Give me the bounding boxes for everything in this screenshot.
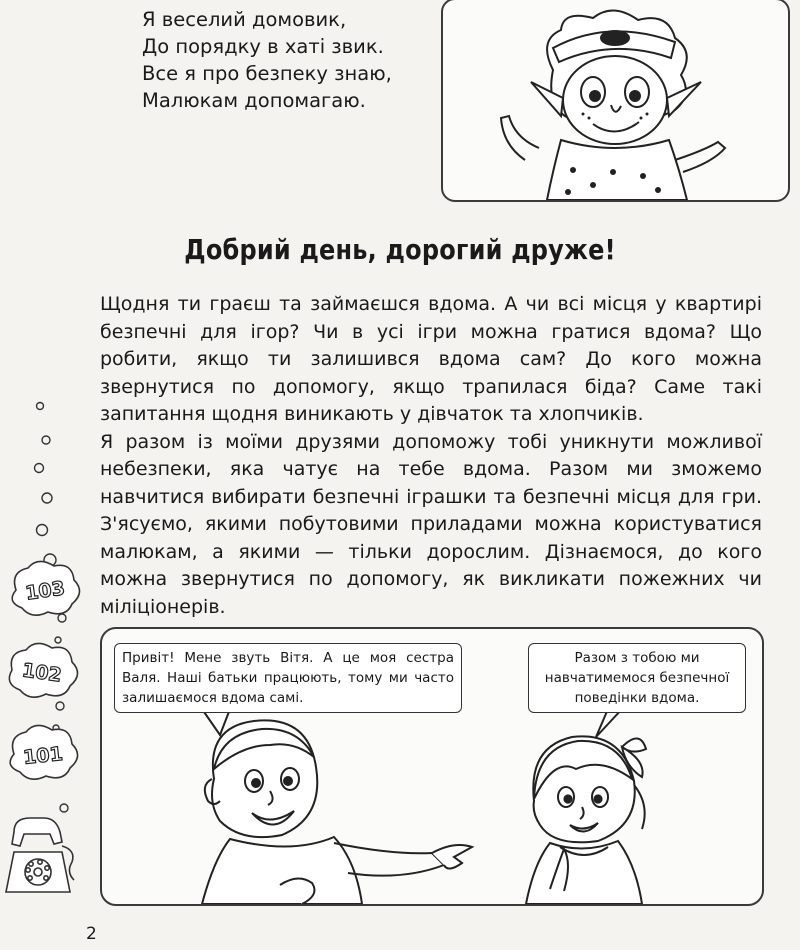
valya-body bbox=[526, 841, 642, 904]
intro-text bbox=[100, 291, 762, 621]
children-scene bbox=[100, 627, 764, 906]
page-number: 2 bbox=[86, 924, 97, 944]
poem bbox=[142, 6, 392, 114]
vitya-speech-bubble: Привіт! Мене звуть Вітя. А це моя сестра Валя. Наші батьки працюють, тому ми часто залишаємося вдома самі. bbox=[114, 643, 462, 713]
emergency-number-101: 101 bbox=[22, 742, 64, 770]
poem-line: Малюкам допомагаю. bbox=[142, 89, 366, 112]
emergency-decoration bbox=[0, 0, 100, 950]
page-heading: Добрий день, дорогий друже! bbox=[184, 233, 616, 267]
emergency-number-102: 102 bbox=[20, 659, 64, 687]
intro-paragraph: Я разом із моїми друзями допоможу тобі уникнути можливої небезпеки, яка чатує на тебе вдома. Разом ми зможемо навчитися вибирати безпечні іграшки та безпечні місця для гри. З'ясуємо, якими побутовими приладами можна користуватися малюкам, а якими — тільки дорослим. Дізнаємося, до кого можна звернутися по допомогу, як викликати пожежних чи міліціонерів. bbox=[100, 430, 762, 618]
domovyk-character-illustration bbox=[443, 0, 788, 200]
telephone-icon bbox=[6, 818, 74, 892]
poem-line: Все я про безпеку знаю, bbox=[142, 62, 392, 85]
poem-line: Я веселий домовик, bbox=[142, 8, 347, 31]
valya-speech-bubble: Разом з тобою ми навчатимемося безпечної поведінки вдома. bbox=[528, 643, 746, 713]
intro-paragraph: Щодня ти граєш та займаєшся вдома. А чи всі місця у квартирі безпечні для ігор? Чи в усі ігри можна гратися вдома? Що робити, якщо ти залишився вдома сам? До кого можна звернутися по допомогу, якщо трапилася біда? Саме такі запитання щодня виникають у дівчаток та хлопчиків. bbox=[100, 293, 762, 425]
vitya-body bbox=[202, 837, 362, 904]
domovyk-illustration-frame bbox=[441, 0, 790, 202]
emergency-103-badge bbox=[12, 561, 79, 615]
emergency-number-103: 103 bbox=[23, 577, 67, 605]
emergency-101-badge bbox=[10, 725, 77, 779]
poem-line: До порядку в хаті звик. bbox=[142, 35, 384, 58]
emergency-102-badge bbox=[9, 643, 77, 697]
